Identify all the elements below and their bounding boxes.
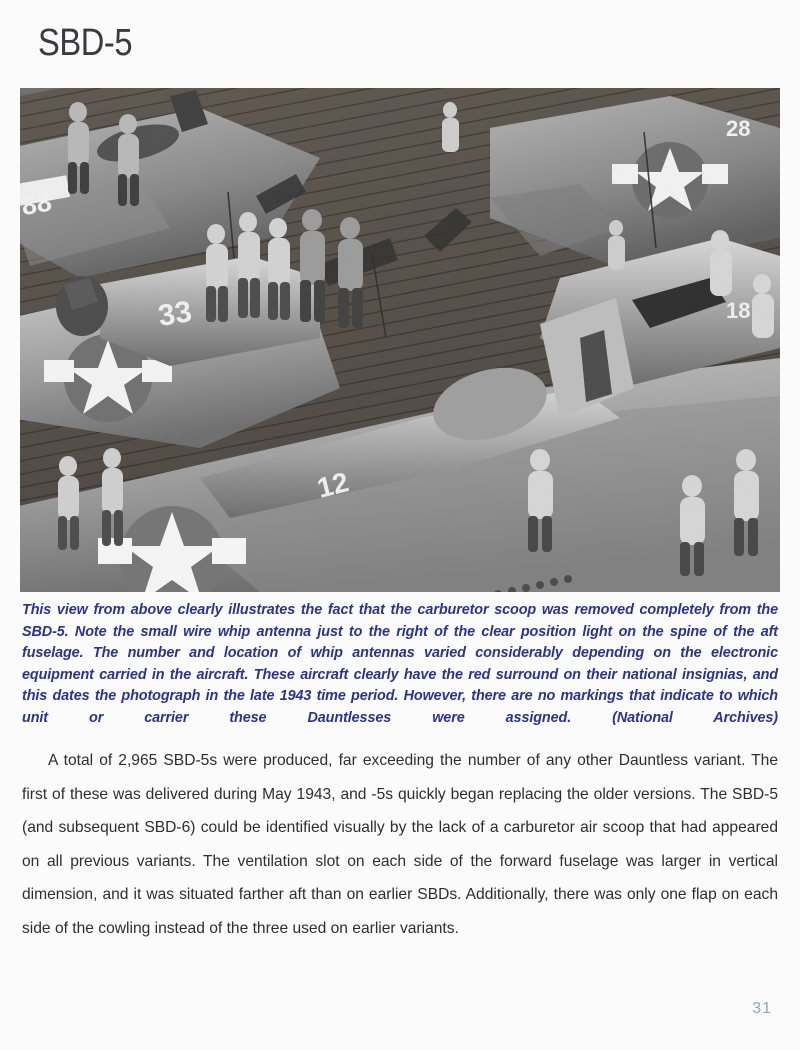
page-number: 31 xyxy=(752,1000,772,1017)
photo-illustration xyxy=(20,88,780,592)
body-paragraph: A total of 2,965 SBD-5s were produced, far exceeding the number of any other Dauntless variant. The first of these was delivered during May 1943, and -5s quickly began replacing the older versions. The SBD-5 (and subsequent SBD-6) could be identified visually by the lack of a carburetor air scoop that had appeared on all previous variants. The ventilation slot on each side of the forward fuselage was larger in vertical dimension, and it was situated farther aft than on earlier SBDs. Additionally, there was only one flap on each side of the cowling instead of the three used on earlier variants. xyxy=(22,752,778,937)
page-title: SBD-5 xyxy=(38,22,133,64)
photo-sbd5-carrier-deck xyxy=(20,88,780,592)
photo-caption: This view from above clearly illustrates the fact that the carburetor scoop was removed completely from the SBD-5. Note the small wire whip antenna just to the right of the clear position light on the spine of the aft fuselage. The number and location of whip antennas varied considerably depending on the electronic equipment carried in the aircraft. These aircraft clearly have the red surround on their national insignias, and this dates the photograph in the late 1943 time period. However, there are no markings that indicate to which unit or carrier these Dauntlesses were assigned. (National Archives) xyxy=(22,602,778,726)
